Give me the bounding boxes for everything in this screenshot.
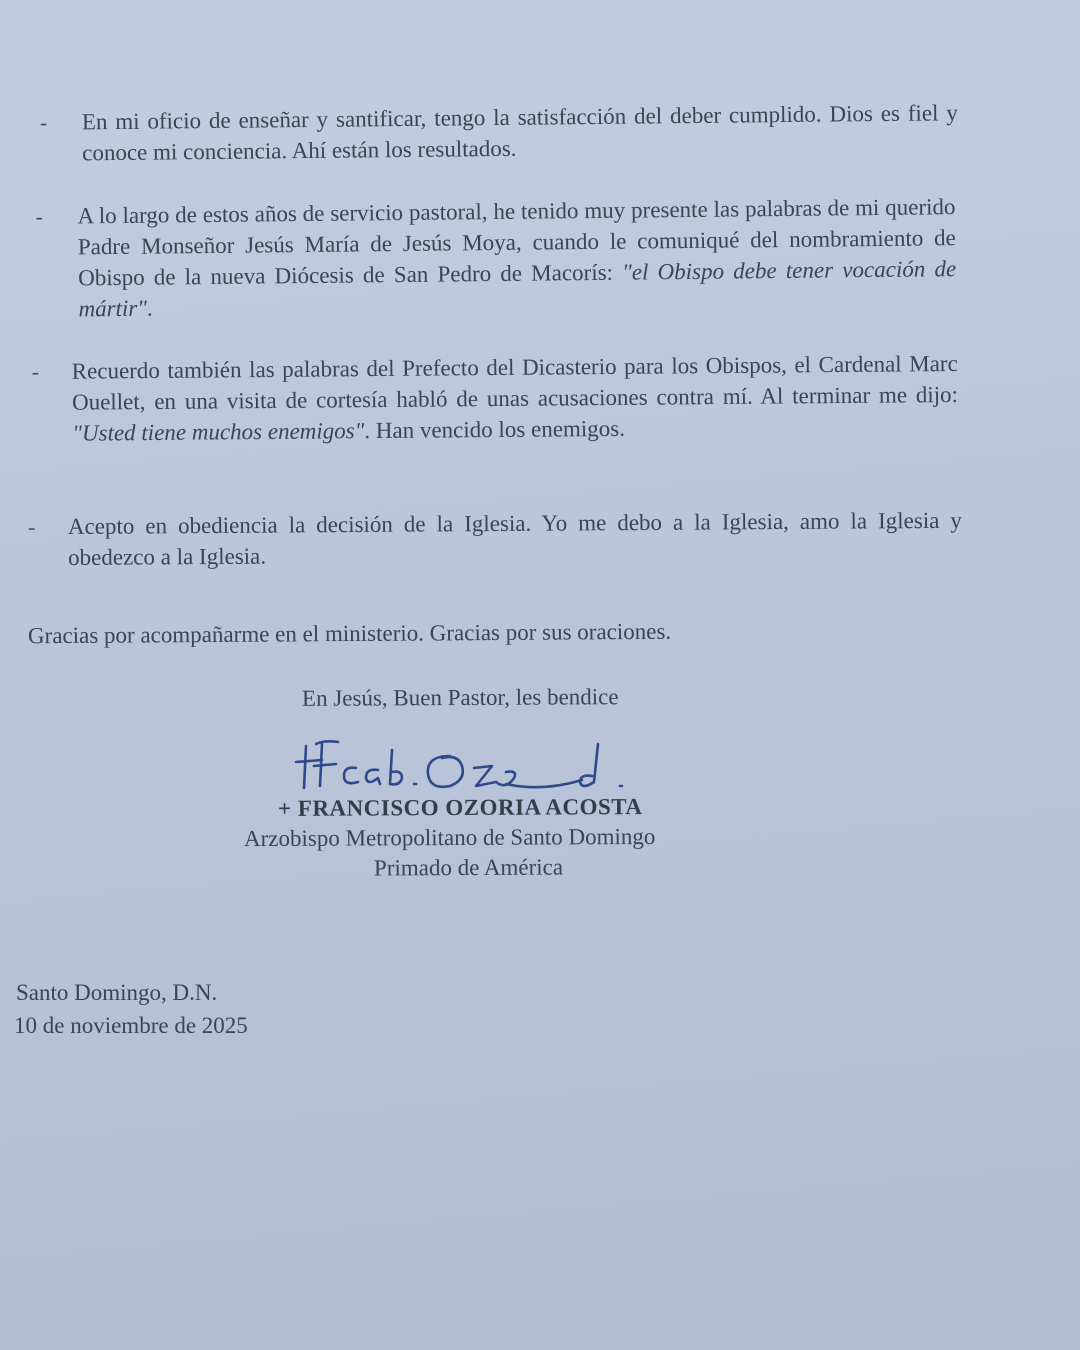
bullet-dash: -: [35, 203, 43, 229]
bullet-item-3: [32, 348, 959, 449]
letter-place: Santo Domingo, D.N.: [16, 980, 218, 1005]
bullet-text-after: .: [146, 295, 153, 321]
bullet-text: Acepto en obediencia la decisión de la Iglesia. Yo me debo a la Iglesia, amo la Iglesia y obedezco a la Iglesia.: [67, 507, 962, 570]
bullet-dash: -: [27, 514, 36, 540]
bullet-text-block: [72, 348, 959, 449]
bullet-quote: "Usted tiene muchos enemigos": [72, 418, 365, 446]
signatory-name: + FRANCISCO OZORIA ACOSTA: [277, 794, 643, 821]
letter-date: 10 de noviembre de 2025: [14, 1013, 248, 1038]
bullet-item-2: [35, 191, 956, 325]
bullet-quote: "el Obispo debe tener vocación de mártir": [78, 256, 957, 322]
bullet-text: A lo largo de estos años de servicio pastoral, he tenido muy presente las palabras de mi querido Padre Monseñor Jesús María de Jesús Moya, cuando le comuniqué del nombramiento de Obispo de la nueva Diócesis de San Pedro de Macorís:: [77, 194, 956, 291]
bullet-item-4: [28, 505, 962, 574]
bullet-text-after: . Han vencido los enemigos.: [364, 415, 626, 444]
closing-thanks: Gracias por acompañarme en el ministerio. Gracias por sus oraciones.: [27, 618, 672, 649]
bullet-text: En mi oficio de enseñar y santificar, tengo la satisfacción del deber cumplido. Dios es fiel y conoce mi conciencia. Ahí están los resultados.: [81, 100, 958, 166]
bullet-text: Recuerdo también las palabras del Prefecto del Dicasterio para los Obispos, el Cardenal Marc Ouellet, en una visita de cortesía habló de unas acusaciones contra mí. Al terminar me dijo:: [71, 350, 959, 415]
bullet-text-block: [77, 191, 956, 324]
blessing-line: En Jesús, Buen Pastor, les bendice: [301, 684, 619, 711]
signatory-subtitle: Primado de América: [373, 854, 564, 881]
bullet-dash: -: [31, 358, 40, 385]
bullet-item-1: [40, 97, 959, 169]
signatory-title: Arzobispo Metropolitano de Santo Domingo: [243, 823, 656, 852]
bullet-dash: -: [39, 109, 48, 135]
